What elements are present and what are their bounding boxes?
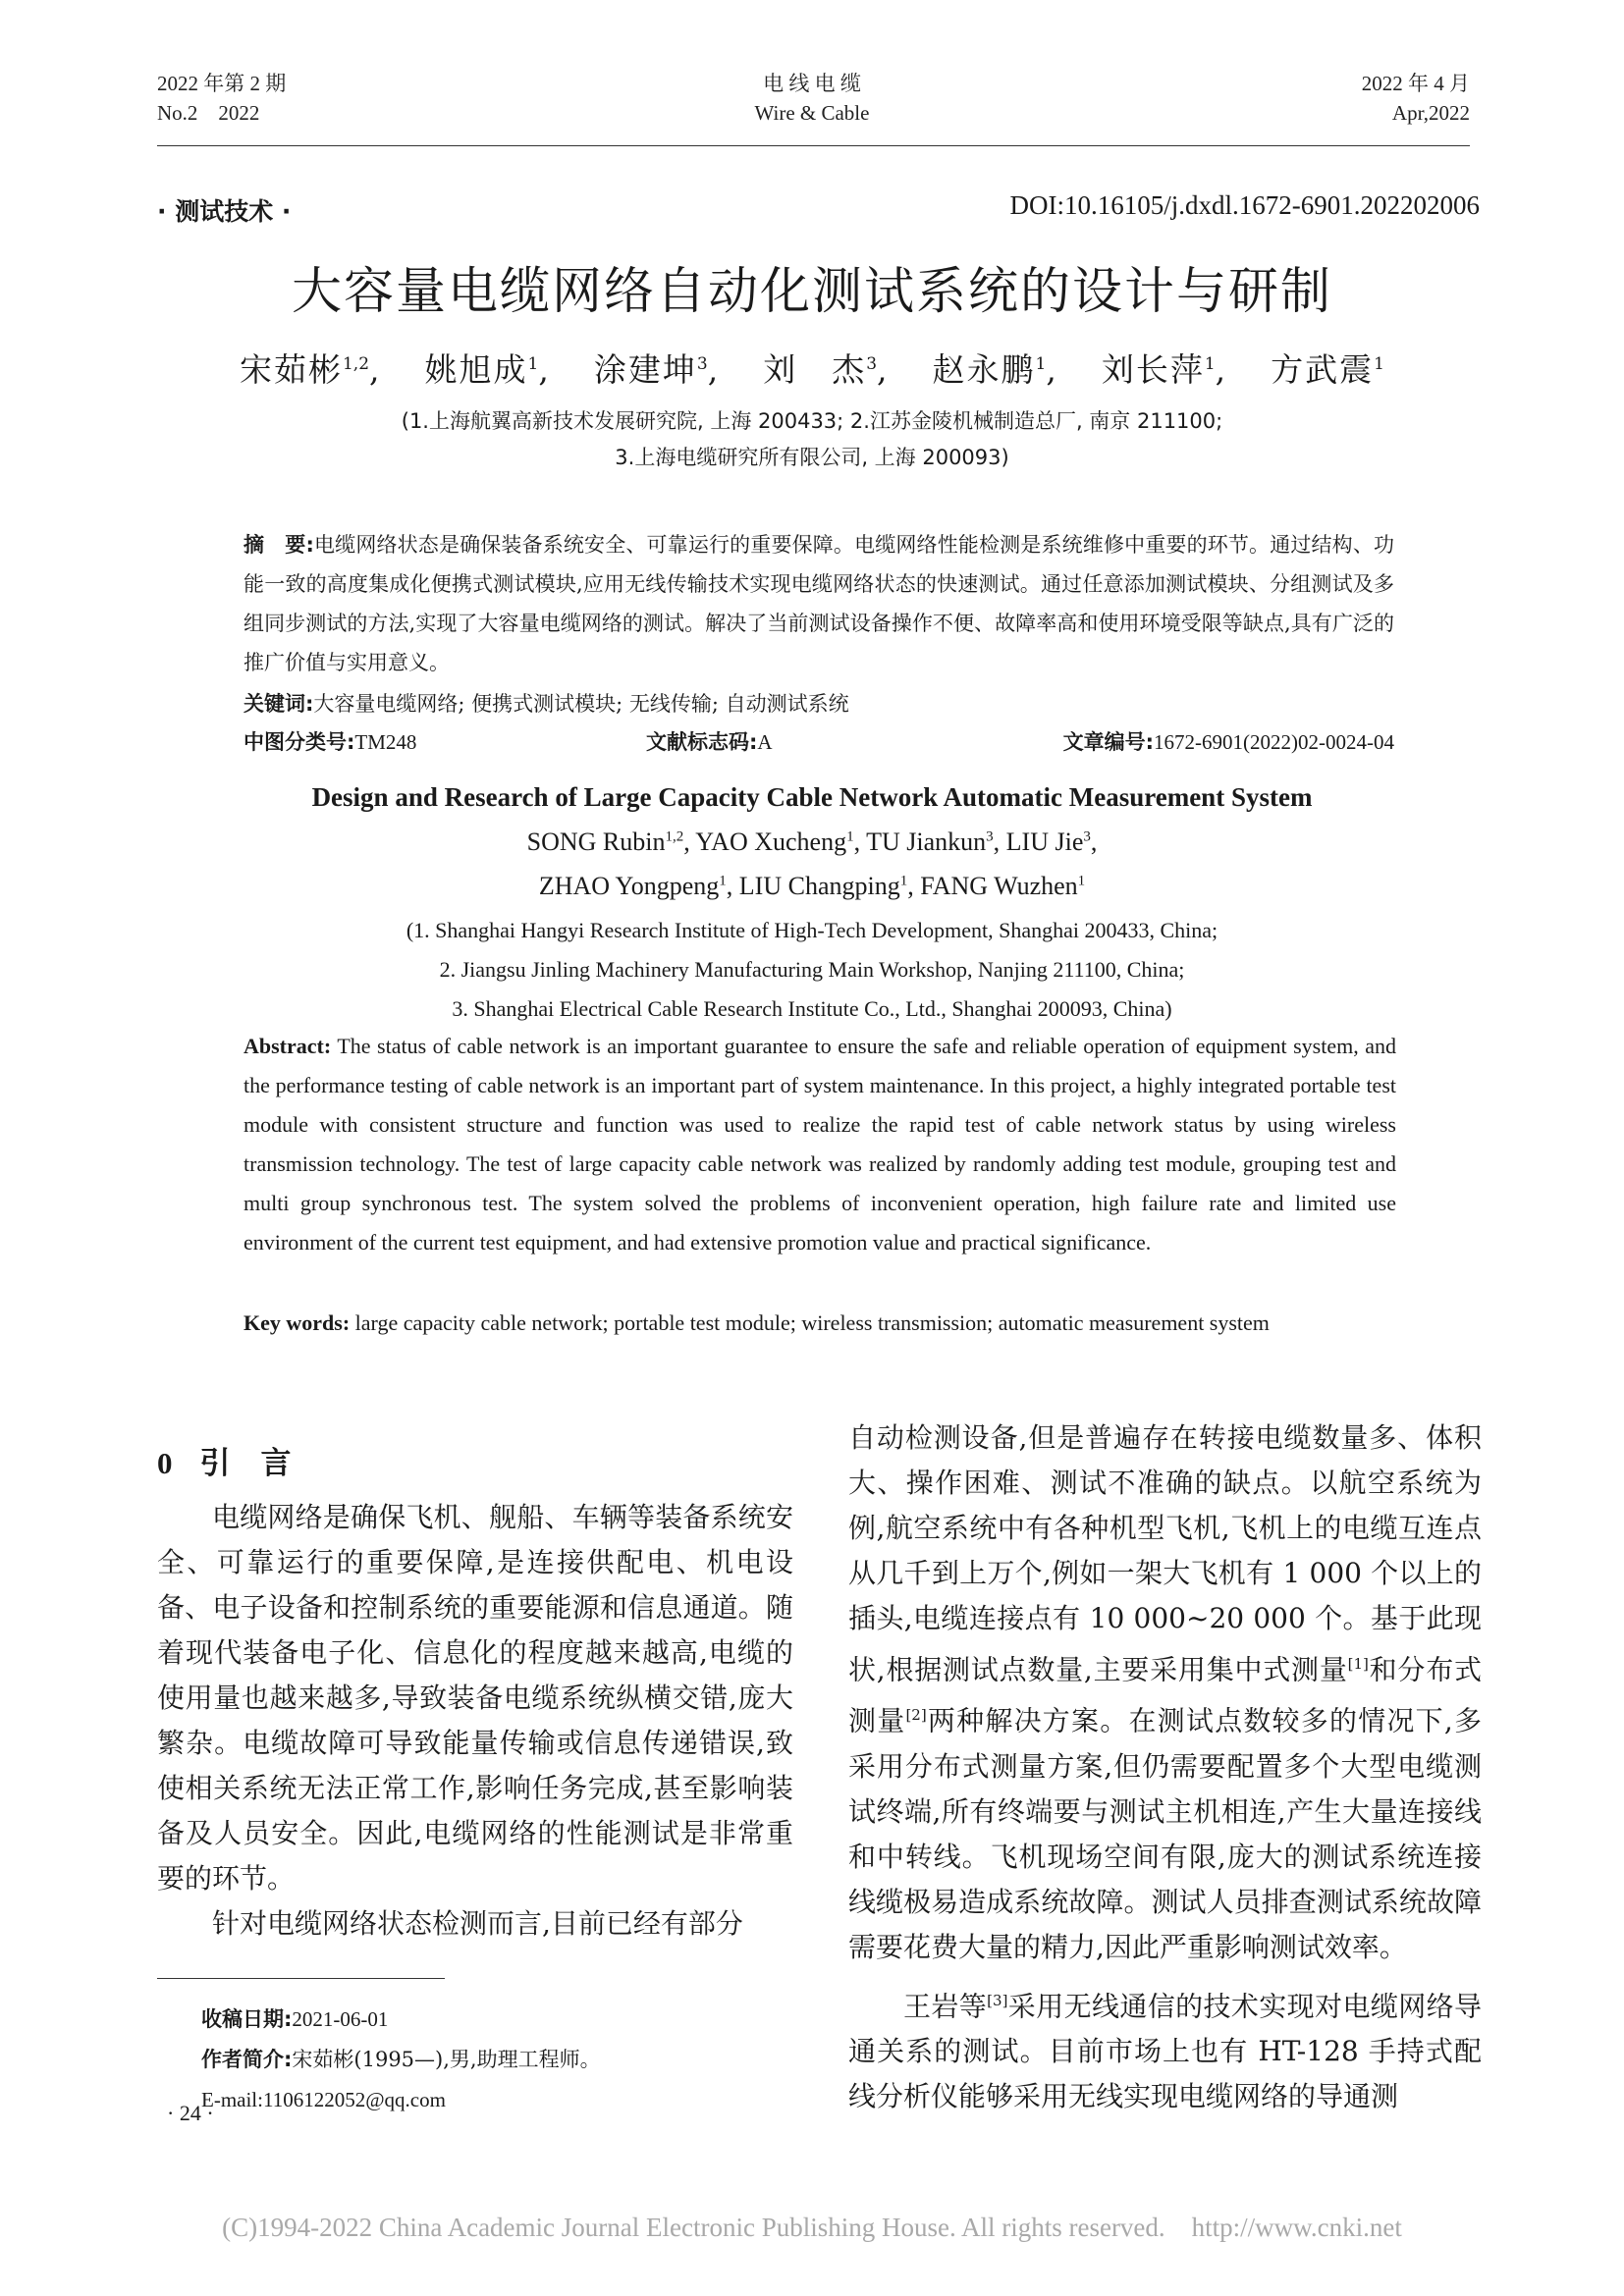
- citation-ref[interactable]: [1]: [1347, 1655, 1369, 1673]
- author-separator: ,: [853, 828, 867, 856]
- paper-title-en: Design and Research of Large Capacity Cable Network Automatic Measurement System: [311, 782, 1313, 812]
- author-name-text: 刘 杰: [763, 350, 867, 389]
- body-text-segment: 王岩等: [903, 1989, 988, 2022]
- abstract-en: [244, 1027, 1396, 1262]
- affiliation-en-2: 2. Jiangsu Jinling Machinery Manufacturing Main Workshop, Nanjing 211100, China;: [439, 957, 1185, 982]
- author-separator: ,: [369, 350, 382, 389]
- received-date: [201, 2000, 601, 2040]
- header-journal-en: Wire & Cable: [754, 101, 870, 125]
- header-date-en: Apr,2022: [1391, 101, 1470, 125]
- author-bio-label: 作者简介:: [201, 2048, 293, 2071]
- author-separator: ,: [1090, 828, 1098, 856]
- abstract-en-text: The status of cable network is an important guarantee to ensure the safe and reliable operation of equipment system, and the performance testing of cable network is an important part of system maintenance. In this project, a highly integrated portable test module with consistent structure and function was used to realize the rapid test of cable network status by using wireless transmission technology. The test of large capacity cable network was realized by randomly adding test module, grouping test and multi group synchronous test. The system solved the problems of inconvenient operation, high failure rate and limited use environment of the current test equipment, and had extensive promotion value and practical significance.: [244, 1034, 1396, 1255]
- clc-label: 中图分类号:: [244, 730, 355, 754]
- author-separator: ,: [707, 350, 721, 389]
- author-name-text: ZHAO Yongpeng: [538, 872, 720, 900]
- section-heading: [157, 1438, 793, 1482]
- affiliation-en-3: 3. Shanghai Electrical Cable Research Institute Co., Ltd., Shanghai 200093, China): [452, 996, 1172, 1021]
- header-date-cn: 2022 年 4 月: [1361, 72, 1470, 95]
- author-name-text: 方武震: [1271, 350, 1375, 389]
- author-separator: ,: [683, 828, 696, 856]
- author-name-text: 姚旭成: [424, 350, 528, 389]
- author-name: [240, 350, 382, 389]
- author-affiliation-mark: 3: [866, 354, 878, 374]
- citation-ref[interactable]: [2]: [905, 1706, 927, 1725]
- author-name: [866, 828, 1006, 856]
- author-affiliation-mark: 1: [899, 873, 908, 889]
- header-date: [1362, 69, 1470, 128]
- author-name: [763, 350, 889, 389]
- author-list-en-line1: [0, 828, 1624, 857]
- author-name: [539, 872, 739, 900]
- author-name: [739, 872, 920, 900]
- author-name-text: 宋茹彬: [239, 350, 343, 389]
- author-name-text: SONG Rubin: [526, 828, 666, 856]
- copyright-notice: (C)1994-2022 China Academic Journal Electronic Publishing House. All rights reserved. http://www.cnki.net: [222, 2213, 1402, 2242]
- author-name-text: LIU Changping: [738, 872, 900, 900]
- footnote-divider: [157, 1978, 445, 1979]
- author-separator: ,: [1046, 350, 1058, 389]
- header-journal-cn: 电 线 电 缆: [763, 72, 861, 95]
- author-separator: ,: [877, 350, 890, 389]
- section-tag: · 测试技术 ·: [157, 197, 292, 226]
- clc-number: [244, 726, 416, 758]
- author-name-text: YAO Xucheng: [695, 828, 847, 856]
- author-affiliation-mark: 1: [1035, 354, 1047, 374]
- author-separator: ,: [1215, 350, 1228, 389]
- clc-value: TM248: [354, 730, 417, 754]
- author-bio-value: 宋茹彬(1995—),男,助理工程师。: [292, 2048, 601, 2071]
- body-right-column: [848, 1415, 1482, 2119]
- affiliation-cn-1: (1.上海航翼高新技术发展研究院, 上海 200433; 2.江苏金陵机械制造总厂, 南京 211100;: [401, 409, 1223, 433]
- author-name: [1102, 350, 1227, 389]
- email-value[interactable]: 1106122052@qq.com: [262, 2088, 446, 2111]
- keywords-cn: [244, 684, 1394, 723]
- header-divider: [157, 145, 1470, 146]
- author-list-cn: [0, 345, 1624, 391]
- body-left-column: [157, 1495, 793, 1947]
- citation-ref[interactable]: [3]: [987, 1991, 1008, 2009]
- document-code-label: 文献标志码:: [646, 730, 758, 754]
- author-name-text: TU Jiankun: [866, 828, 987, 856]
- author-name: [527, 828, 696, 856]
- author-affiliation-mark: 3: [986, 828, 994, 845]
- body-paragraph: 电缆网络是确保飞机、舰船、车辆等装备系统安全、可靠运行的重要保障,是连接供配电、机电设备、电子设备和控制系统的重要能源和信息通道。随着现代装备电子化、信息化的程度越来越高,电缆的使用量也越来越多,导致装备电缆系统纵横交错,庞大繁杂。电缆故障可导致能量传输或信息传递错误,致使相关系统无法正常工作,影响任务完成,甚至影响装备及人员安全。因此,电缆网络的性能测试是非常重要的环节。: [157, 1501, 793, 1895]
- keywords-cn-label: 关键词:: [244, 692, 314, 716]
- author-name-text: LIU Jie: [1005, 828, 1084, 856]
- doi-link[interactable]: DOI:10.16105/j.dxdl.1672-6901.202202006: [1009, 190, 1480, 220]
- author-affiliation-mark: 3: [696, 354, 708, 374]
- section-number: 0: [157, 1446, 173, 1480]
- author-separator: ,: [726, 872, 739, 900]
- author-affiliation-mark: 1: [527, 354, 539, 374]
- author-name: [920, 872, 1085, 900]
- author-name-text: 赵永鹏: [932, 350, 1036, 389]
- author-name: [933, 350, 1058, 389]
- author-separator: ,: [538, 350, 551, 389]
- abstract-cn: [244, 525, 1394, 682]
- document-code-value: A: [757, 730, 773, 754]
- author-bio: [201, 2040, 601, 2080]
- author-affiliation-mark: 1,2: [342, 354, 370, 374]
- body-paragraph: [848, 1978, 1482, 2119]
- body-text-segment: 采用无线通信的技术实现对电缆网络导通关系的测试。目前市场上也有 HT-128 手持式配线分析仪能够采用无线实现电缆网络的导通测: [848, 1989, 1482, 2112]
- section-title: 引 言: [199, 1446, 292, 1481]
- header-issue-cn: 2022 年第 2 期: [157, 72, 287, 95]
- header-issue-en: No.2 2022: [157, 101, 260, 125]
- author-affiliation-mark: 3: [1083, 828, 1091, 845]
- body-paragraph: [848, 1415, 1482, 1970]
- article-number: [1063, 726, 1394, 758]
- body-text-segment: 和分布式测量: [848, 1653, 1482, 1737]
- author-name-text: 涂建坤: [593, 350, 697, 389]
- keywords-en-text: large capacity cable network; portable test module; wireless transmission; automatic measurement system: [350, 1310, 1270, 1335]
- page-number: · 24 ·: [167, 2101, 214, 2125]
- article-number-value: 1672-6901(2022)02-0024-04: [1154, 730, 1394, 754]
- keywords-en: [244, 1304, 1396, 1343]
- abstract-cn-label: 摘 要:: [244, 533, 314, 557]
- author-affiliation-mark: 1: [1374, 354, 1384, 374]
- author-affiliation-mark: 1,2: [665, 828, 684, 845]
- author-name: [1006, 828, 1098, 856]
- email-label: E-mail:: [201, 2088, 263, 2111]
- body-text-segment: 自动检测设备,但是普遍存在转接电缆数量多、体积大、操作困难、测试不准确的缺点。以航空系统为例,航空系统中有各种机型飞机,飞机上的电缆互连点从几千到上万个,例如一架大飞机有 1 000 个以上的插头,电缆连接点有 10 000~20 000 个。基于此现状,根据测试点数量,主要采用集中式测量: [848, 1421, 1482, 1686]
- article-number-label: 文章编号:: [1062, 730, 1155, 754]
- author-name-text: FANG Wuzhen: [920, 872, 1078, 900]
- keywords-cn-text: 大容量电缆网络; 便携式测试模块; 无线传输; 自动测试系统: [313, 692, 849, 716]
- author-name: [695, 828, 866, 856]
- document-code: [646, 726, 773, 758]
- received-date-label: 收稿日期:: [201, 2007, 293, 2031]
- author-separator: ,: [907, 872, 921, 900]
- author-affiliation-mark: 1: [1204, 354, 1216, 374]
- footnotes: [201, 2000, 601, 2120]
- body-paragraph: 针对电缆网络状态检测而言,目前已经有部分: [212, 1907, 743, 1940]
- author-name: [594, 350, 720, 389]
- keywords-en-label: Key words:: [244, 1310, 351, 1335]
- received-date-value: 2021-06-01: [292, 2007, 389, 2031]
- author-name: [1271, 350, 1384, 389]
- abstract-en-label: Abstract:: [244, 1034, 332, 1058]
- author-affiliation-mark: 1: [846, 828, 854, 845]
- author-name: [425, 350, 551, 389]
- body-text-segment: 两种解决方案。在测试点数较多的情况下,多采用分布式测量方案,但仍需要配置多个大型电缆测试终端,所有终端要与测试主机相连,产生大量连接线和中转线。飞机现场空间有限,庞大的测试系统连接线缆极易造成系统故障。测试人员排查测试系统故障需要花费大量的精力,因此严重影响测试效率。: [848, 1704, 1482, 1963]
- author-separator: ,: [993, 828, 1006, 856]
- author-list-en-line2: [0, 872, 1624, 901]
- affiliation-cn-2: 3.上海电缆研究所有限公司, 上海 200093): [615, 446, 1009, 469]
- author-name-text: 刘长萍: [1101, 350, 1205, 389]
- author-affiliation-mark: 1: [719, 873, 727, 889]
- author-affiliation-mark: 1: [1077, 873, 1086, 889]
- author-email: [201, 2080, 601, 2120]
- affiliation-en-1: (1. Shanghai Hangyi Research Institute of High-Tech Development, Shanghai 200433, China;: [406, 918, 1218, 942]
- paper-title: 大容量电缆网络自动化测试系统的设计与研制: [291, 263, 1332, 321]
- abstract-cn-text: 电缆网络状态是确保装备系统安全、可靠运行的重要保障。电缆网络性能检测是系统维修中重要的环节。通过结构、功能一致的高度集成化便携式测试模块,应用无线传输技术实现电缆网络状态的快速测试。通过任意添加测试模块、分组测试及多组同步测试的方法,实现了大容量电缆网络的测试。解决了当前测试设备操作不便、故障率高和使用环境受限等缺点,具有广泛的推广价值与实用意义。: [244, 533, 1394, 674]
